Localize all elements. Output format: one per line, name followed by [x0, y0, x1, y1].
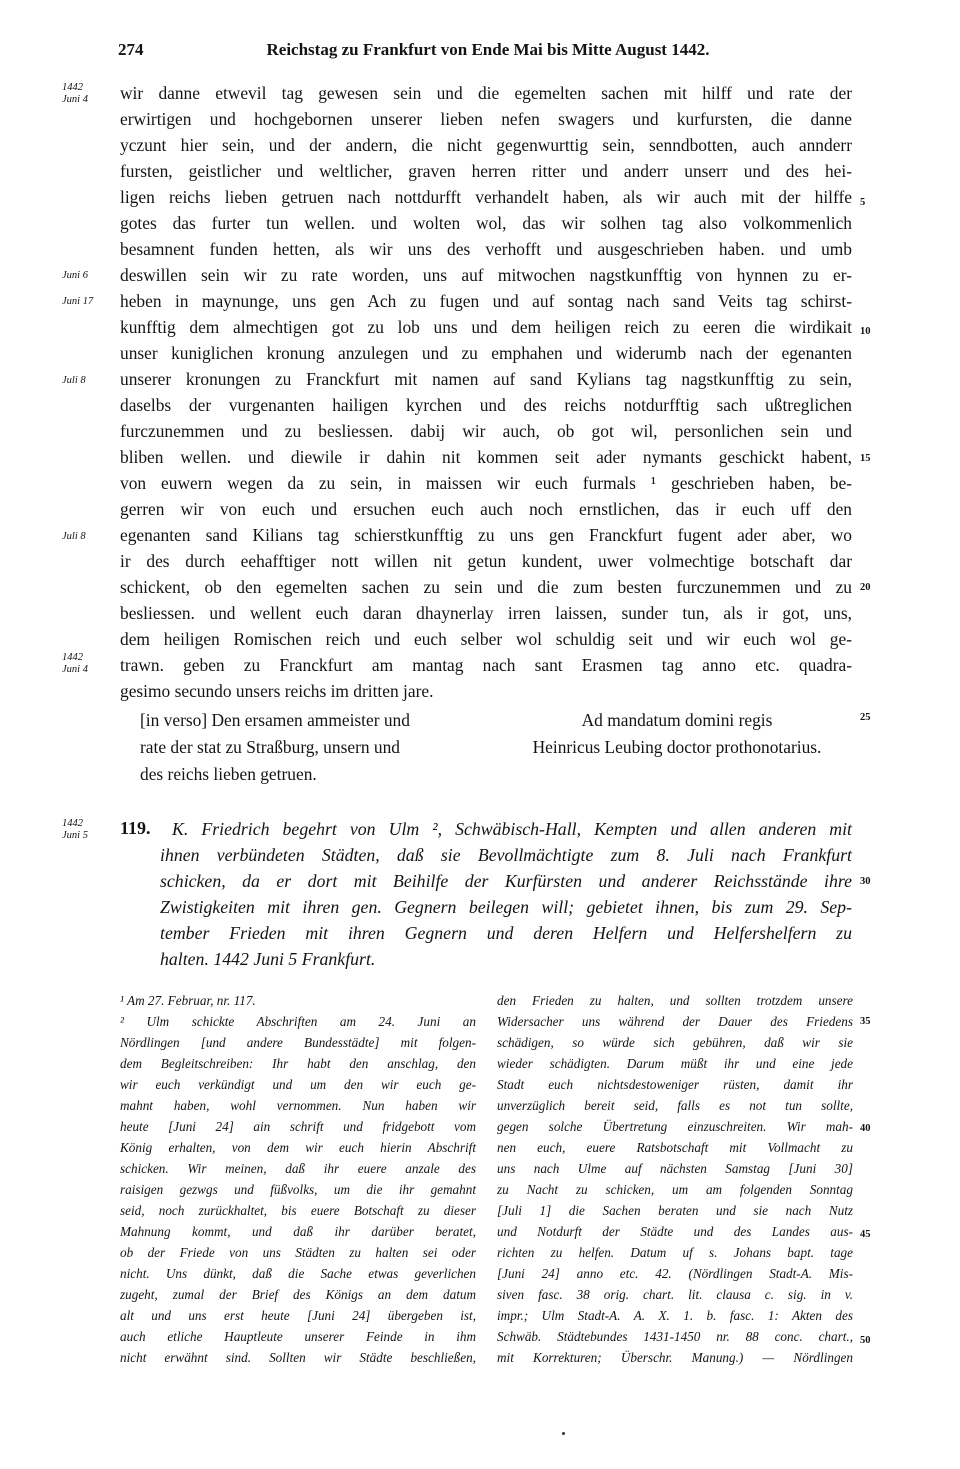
margin-date: 1442 Juni 4 — [62, 652, 88, 675]
text-line: furczunemmen und zu besliessen. dabij wir auch, ob got wil, personlichen sein und — [120, 421, 852, 441]
margin-date: 1442 Juni 5 — [62, 818, 88, 841]
stray-mark — [562, 1432, 565, 1435]
text-line: trawn. geben zu Franckfurt am mantag nach sant Erasmen tag anno etc. quadra- — [120, 655, 852, 675]
footnote-line: raisigen gezwgs und füßvolks, um die ihr gemahnt — [120, 1182, 476, 1197]
text-line: heben in maynunge, uns gen Ach zu fugen und auf sontag nach sand Veits tag schirst- — [120, 291, 852, 311]
footnote-line: den Frieden zu halten, und sollten trotzdem unsere — [497, 993, 853, 1008]
footnote-line: Nördlingen [und andere Bundesstädte] mit folgen- — [120, 1035, 476, 1050]
text-line: daselbs der vurgenanten hailigen kyrchen und des reichs notdurfftig sach ußtreglichen — [120, 395, 852, 415]
regest-line: Zwistigkeiten mit ihren gen. Gegnern beilegen will; gebietet ihnen, bis zum 29. Sep- — [160, 897, 852, 917]
footnote-line: schädigen, so würde sich gebühren, daß wir sie — [497, 1035, 853, 1050]
footnote-line: Schwäb. Städtebundes 1431-1450 nr. 88 conc. chart., — [497, 1329, 853, 1344]
document-number: 119. — [120, 818, 151, 838]
text-line: deswillen sein wir zu rate worden, uns auf mitwochen nagstkunfftig von hynnen zu er- — [120, 265, 852, 285]
line-number: 5 — [860, 197, 866, 208]
margin-date: Juni 17 — [62, 296, 94, 307]
footnote-line: mahnt haben, wohl vernommen. Nun haben wir — [120, 1098, 476, 1113]
text-line: kunfftig dem almechtigen got zu lob uns und dem heiligen reich zu eeren die wirdikait — [120, 317, 852, 337]
text-line: von euwern wegen da zu sein, in maissen wir euch furmals ¹ geschrieben haben, be- — [120, 473, 852, 493]
regest-line: K. Friedrich begehrt von Ulm ², Schwäbisch-Hall, Kempten und allen anderen mit — [172, 819, 852, 839]
text-line: gotes das furter tun wellen. und wolten wol, das wir solhen tag also volkommenlich — [120, 213, 852, 233]
text-line: egenanten sand Kilians tag schierstkunfftig zu uns gen Franckfurt fugent ader aber, wo — [120, 525, 852, 545]
line-number: 40 — [860, 1123, 871, 1134]
address-line: rate der stat zu Straßburg, unsern und — [140, 737, 400, 757]
regest-line: schicken, da er dort mit Beihilfe der Kurfürsten und anderer Reichsstände ihre — [160, 871, 852, 891]
margin-date: 1442 Juni 4 — [62, 82, 88, 105]
text-line: fursten, geistlicher und weltlicher, graven herren ritter und anderr unserr und des hei- — [120, 161, 852, 181]
text-line: besamnent funden hetten, als wir uns des verhofft und ausgeschrieben haben. und umb — [120, 239, 852, 259]
text-line: dem heiligen Romischen reich und euch selber wol schuldig seit und wir euch wol ge- — [120, 629, 852, 649]
footnote-line: nicht. Uns dünkt, daß die Sache etwas geverlichen — [120, 1266, 476, 1281]
footnote-line: Mahnung kommt, und daß ihr darüber beratet, — [120, 1224, 476, 1239]
footnote-line: Stadt euch nichtsdestoweniger rüsten, damit ihr — [497, 1077, 853, 1092]
footnote-line: richten zu helfen. Datum uf s. Johans bapt. tage — [497, 1245, 853, 1260]
footnote-line: alt und uns erst heute [Juni 24] übergeben ist, — [120, 1308, 476, 1323]
text-line: yczunt hier sein, und der andern, die nicht gegenwurttig sein, senndbotten, auch annderr — [120, 135, 852, 155]
running-title: Reichstag zu Frankfurt von Ende Mai bis Mitte August 1442. — [266, 40, 710, 59]
footnote-line: ² Ulm schickte Abschriften am 24. Juni an — [120, 1014, 476, 1029]
footnote-line: dem Begleitschreiben: Ihr habt den anschlag, den — [120, 1056, 476, 1071]
line-number: 25 — [860, 712, 871, 723]
text-line: ir des durch eehafftiger nott willen nit getun kundent, uwer volmechtige botschaft dar — [120, 551, 852, 571]
line-number: 10 — [860, 326, 871, 337]
footnote-line: ¹ Am 27. Februar, nr. 117. — [120, 993, 256, 1008]
address-line: [in verso] Den ersamen ammeister und — [140, 710, 410, 730]
footnote-line: [Juni 24] anno etc. 42. (Nördlingen Stadt-A. Mis- — [497, 1266, 853, 1281]
footnote-line: [Juli 1] die Sachen beraten und sie nach Nutz — [497, 1203, 853, 1218]
footnote-line: schicken. Wir meinen, daß ihr euere anzale des — [120, 1161, 476, 1176]
text-line: bliben wellen. und diewile ir dahin nit kommen seit ader nymants geschickt habent, — [120, 447, 852, 467]
footnote-line: Widersacher uns während der Dauer des Friedens — [497, 1014, 853, 1029]
text-line: wir danne etwevil tag gewesen sein und die egemelten sachen mit hilff und rate der — [120, 83, 852, 103]
line-number: 45 — [860, 1229, 871, 1240]
margin-date: Juni 6 — [62, 270, 88, 281]
footnote-line: seid, noch zurückhaltet, bis euere Botschaft zu dieser — [120, 1203, 476, 1218]
footnote-line: heute [Juni 24] ain schrift und fridgebott vom — [120, 1119, 476, 1134]
text-line: unserer kronungen zu Franckfurt mit namen auf sand Kylians tag nagstkunfftig zu sein, — [120, 369, 852, 389]
footnote-line: wir euch verkündigt und um den wir euch ge- — [120, 1077, 476, 1092]
signature-line: Heinricus Leubing doctor prothonotarius. — [532, 737, 822, 757]
footnote-line: impr.; Ulm Stadt-A. A. X. 1. b. fasc. 1: Akten des — [497, 1308, 853, 1323]
line-number: 15 — [860, 453, 871, 464]
footnote-line: zu Nacht zu schicken, um am folgenden Sonntag — [497, 1182, 853, 1197]
regest-line: tember Frieden mit ihren Gegnern und deren Helfern und Helfershelfern zu — [160, 923, 852, 943]
line-number: 30 — [860, 876, 871, 887]
line-number: 35 — [860, 1016, 871, 1027]
text-line: erwirtigen und hochgebornen unserer lieben nefen swagers und kurfursten, die danne — [120, 109, 852, 129]
footnote-line: uns nach Ulme auf nächsten Samstag [Juni 30] — [497, 1161, 853, 1176]
footnote-line: gegen solche Übertretung einzuschreiten. Wir mah- — [497, 1119, 853, 1134]
footnote-line: zugeht, zumal der Brief des Königs an dem datum — [120, 1287, 476, 1302]
footnote-line: König erhalten, von dem wir euch hierin Abschrift — [120, 1140, 476, 1155]
running-header — [118, 40, 858, 64]
text-line: gerren wir von euch und ersuchen euch auch noch ernstlichen, das ir euch uff den — [120, 499, 852, 519]
line-number: 20 — [860, 582, 871, 593]
footnote-line: mit Korrekturen; Überschr. Manung.) — Nördlingen — [497, 1350, 853, 1365]
footnote-line: nen euch, euere Ratsbotschaft mit Vollmacht zu — [497, 1140, 853, 1155]
margin-date: Juli 8 — [62, 375, 86, 386]
footnote-line: und Notdurft der Städte und des Landes aus- — [497, 1224, 853, 1239]
address-line: des reichs lieben getruen. — [140, 764, 317, 784]
text-line: besliessen. und wellent euch daran dhaynerlay irren laissen, sunder tun, als ir got, uns, — [120, 603, 852, 623]
footnote-line: unverzüglich bereit seid, falls es not tun sollte, — [497, 1098, 853, 1113]
footnote-line: wieder schädigten. Darum müßt ihr und eine jede — [497, 1056, 853, 1071]
footnote-line: nicht erwähnt sind. Sollten wir Städte beschließen, — [120, 1350, 476, 1365]
footnote-line: siven fasc. 38 orig. chart. lit. clausa c. sig. in v. — [497, 1287, 853, 1302]
text-line: ligen reichs lieben getruen nach nottdurfft verhandelt haben, als wir auch mit der hilffe — [120, 187, 852, 207]
footnote-line: ob der Friede von uns Städten zu halten sei oder — [120, 1245, 476, 1260]
regest-line: ihnen verbündeten Städten, daß sie Bevollmächtigte zum 8. Juli nach Frankfurt — [160, 845, 852, 865]
page-number: 274 — [118, 40, 144, 59]
regest-line: halten. 1442 Juni 5 Frankfurt. — [160, 949, 376, 969]
text-line: gesimo secundo unsers reichs im dritten jare. — [120, 681, 434, 701]
footnote-line: auch etliche Hauptleute unserer Feinde in ihm — [120, 1329, 476, 1344]
signature-line: Ad mandatum domini regis — [581, 710, 773, 730]
line-number: 50 — [860, 1335, 871, 1346]
text-line: schickent, ob den egemelten sachen zu sein und die zum besten furczunemmen und zu — [120, 577, 852, 597]
margin-date: Juli 8 — [62, 531, 86, 542]
text-line: unser kuniglichen kronung anzulegen und zu emphahen und widerumb nach der egenanten — [120, 343, 852, 363]
